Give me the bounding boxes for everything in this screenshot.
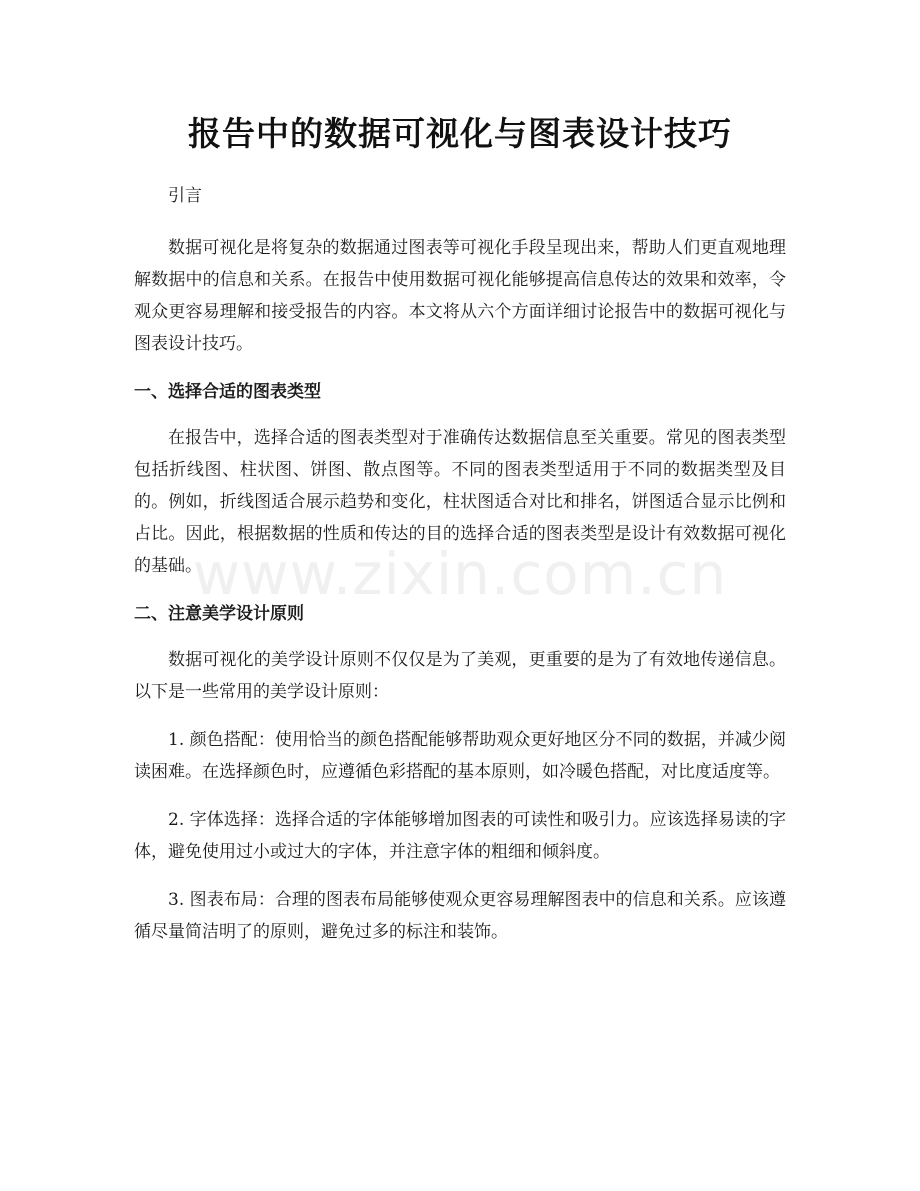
watermark: www.zixin.com.cn (192, 540, 728, 608)
section-heading: 二、注意美学设计原则 (134, 604, 304, 624)
list-item-font: 2. 字体选择：选择合适的字体能够增加图表的可读性和吸引力。应该选择易读的字体，避免使用过小或过大的字体，并注意字体的粗细和倾斜度。 (134, 810, 786, 862)
intro-label: 引言 (168, 186, 202, 206)
document-title: 报告中的数据可视化与图表设计技巧 (188, 114, 732, 153)
section-paragraph: 数据可视化的美学设计原则不仅仅是为了美观，更重要的是为了有效地传递信息。以下是一些常用的美学设计原则： (134, 650, 786, 702)
list-item-layout: 3. 图表布局：合理的图表布局能够使观众更容易理解图表中的信息和关系。应该遵循尽量简洁明了的原则，避免过多的标注和装饰。 (134, 890, 786, 942)
section-2 (134, 598, 786, 948)
section-heading: 一、选择合适的图表类型 (134, 382, 321, 402)
section-paragraph: 在报告中，选择合适的图表类型对于准确传达数据信息至关重要。常见的图表类型包括折线图、柱状图、饼图、散点图等。不同的图表类型适用于不同的数据类型及目的。例如，折线图适合展示趋势和变化，柱状图适合对比和排名，饼图适合显示比例和占比。因此，根据数据的性质和传达的目的选择合适的图表类型是设计有效数据可视化的基础。 (134, 428, 786, 576)
section-1 (134, 376, 786, 582)
list-item-color: 1. 颜色搭配：使用恰当的颜色搭配能够帮助观众更好地区分不同的数据，并减少阅读困难。在选择颜色时，应遵循色彩搭配的基本原则，如冷暖色搭配，对比度适度等。 (134, 730, 786, 782)
intro-paragraph: 数据可视化是将复杂的数据通过图表等可视化手段呈现出来，帮助人们更直观地理解数据中的信息和关系。在报告中使用数据可视化能够提高信息传达的效果和效率，令观众更容易理解和接受报告的内容。本文将从六个方面详细讨论报告中的数据可视化与图表设计技巧。 (134, 238, 786, 354)
document-body (134, 180, 786, 964)
